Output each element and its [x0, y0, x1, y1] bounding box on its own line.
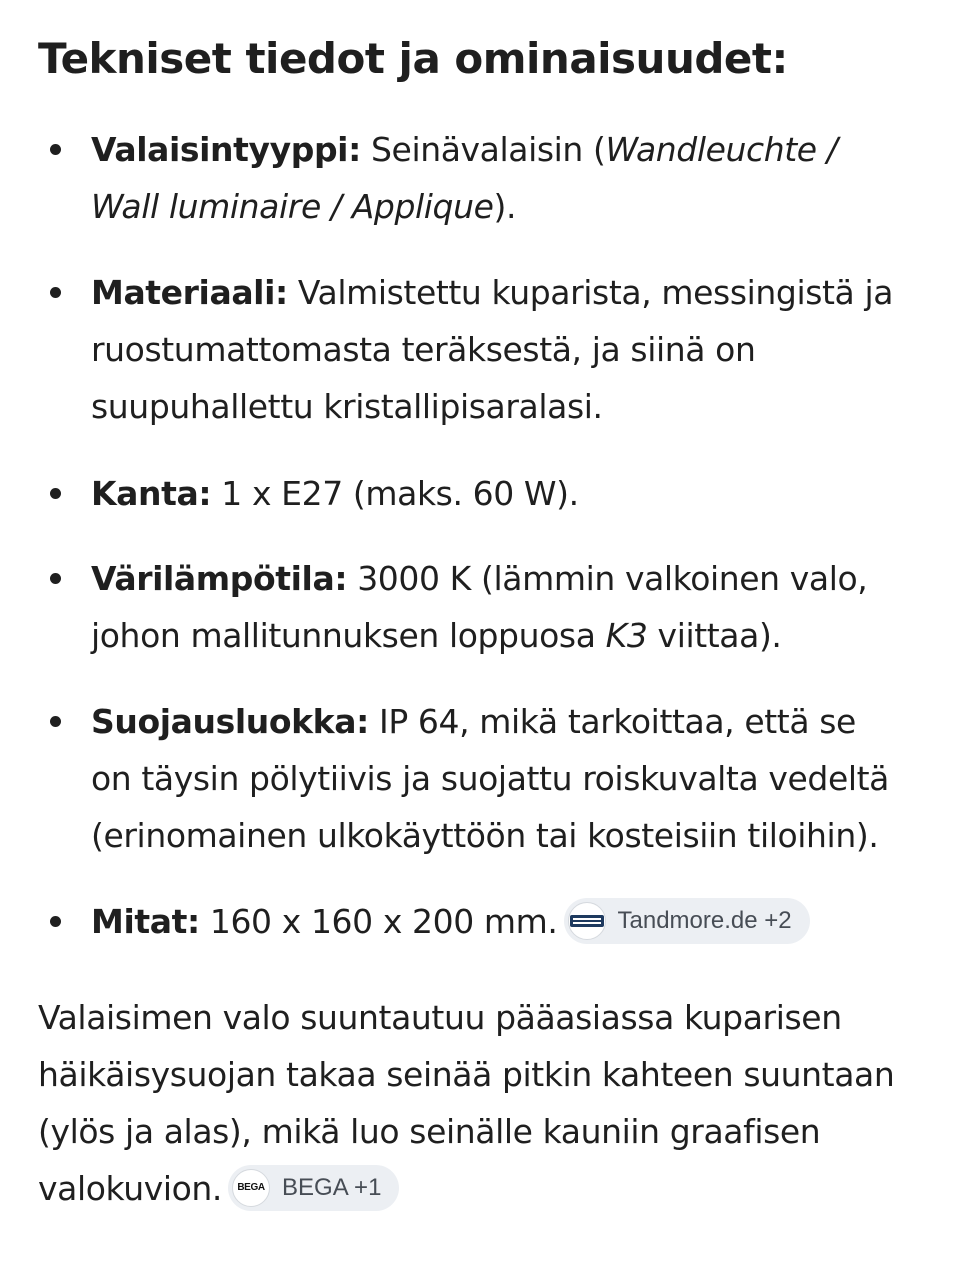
bullet: [50, 916, 61, 927]
paragraph-line: Valaisimen valo suuntautuu pääasiassa kuparisen: [38, 998, 842, 1037]
spec-line: Suojausluokka: IP 64, mikä tarkoittaa, että se: [91, 702, 856, 741]
source-chip-tandmore[interactable]: [564, 898, 810, 944]
spec-line: on täysin pölytiivis ja suojattu roiskuvalta vedeltä: [91, 759, 889, 798]
spec-line: Värilämpötila: 3000 K (lämmin valkoinen valo,: [91, 559, 868, 598]
bega-logo-icon: BEGA: [232, 1169, 270, 1207]
paragraph-line: (ylös ja alas), mikä luo seinälle kauniin graafisen: [38, 1112, 821, 1151]
bullet: [50, 488, 61, 499]
spec-line: Valaisintyyppi: Seinävalaisin (Wandleuchte /: [91, 130, 838, 169]
spec-label: Valaisintyyppi:: [91, 130, 361, 169]
spec-label: Suojausluokka:: [91, 702, 369, 741]
bullet: [50, 287, 61, 298]
spec-line: Mitat: 160 x 160 x 200 mm. Tandmore.de +2: [91, 893, 951, 950]
paragraph-line: valokuvion. BEGA BEGA +1: [38, 1160, 948, 1217]
spec-label: Materiaali:: [91, 273, 288, 312]
spec-line: Kanta: 1 x E27 (maks. 60 W).: [91, 474, 579, 513]
spec-label: Kanta:: [91, 474, 212, 513]
spec-line: Wall luminaire / Applique).: [91, 187, 517, 226]
spec-line: (erinomainen ulkokäyttöön tai kosteisiin tiloihin).: [91, 816, 879, 855]
description-paragraph: [38, 989, 948, 1217]
spec-line: johon mallitunnuksen loppuosa K3 viittaa).: [91, 616, 782, 655]
section-heading: Tekniset tiedot ja ominaisuudet:: [38, 34, 788, 83]
paragraph-line: häikäisysuojan takaa seinää pitkin kahteen suuntaan: [38, 1055, 895, 1094]
spec-line: ruostumattomasta teräksestä, ja siinä on: [91, 330, 756, 369]
bullet: [50, 573, 61, 584]
tandmore-logo-icon: [568, 902, 606, 940]
bullet: [50, 144, 61, 155]
bullet: [50, 716, 61, 727]
spec-line: Materiaali: Valmistettu kuparista, messingistä ja: [91, 273, 894, 312]
spec-label: Värilämpötila:: [91, 559, 348, 598]
source-chip-bega[interactable]: [228, 1165, 399, 1211]
spec-label: Mitat:: [91, 902, 200, 941]
source-chip-label: BEGA +1: [282, 1174, 382, 1201]
spec-line: suupuhallettu kristallipisaralasi.: [91, 387, 603, 426]
source-chip-label: Tandmore.de +2: [617, 907, 792, 934]
